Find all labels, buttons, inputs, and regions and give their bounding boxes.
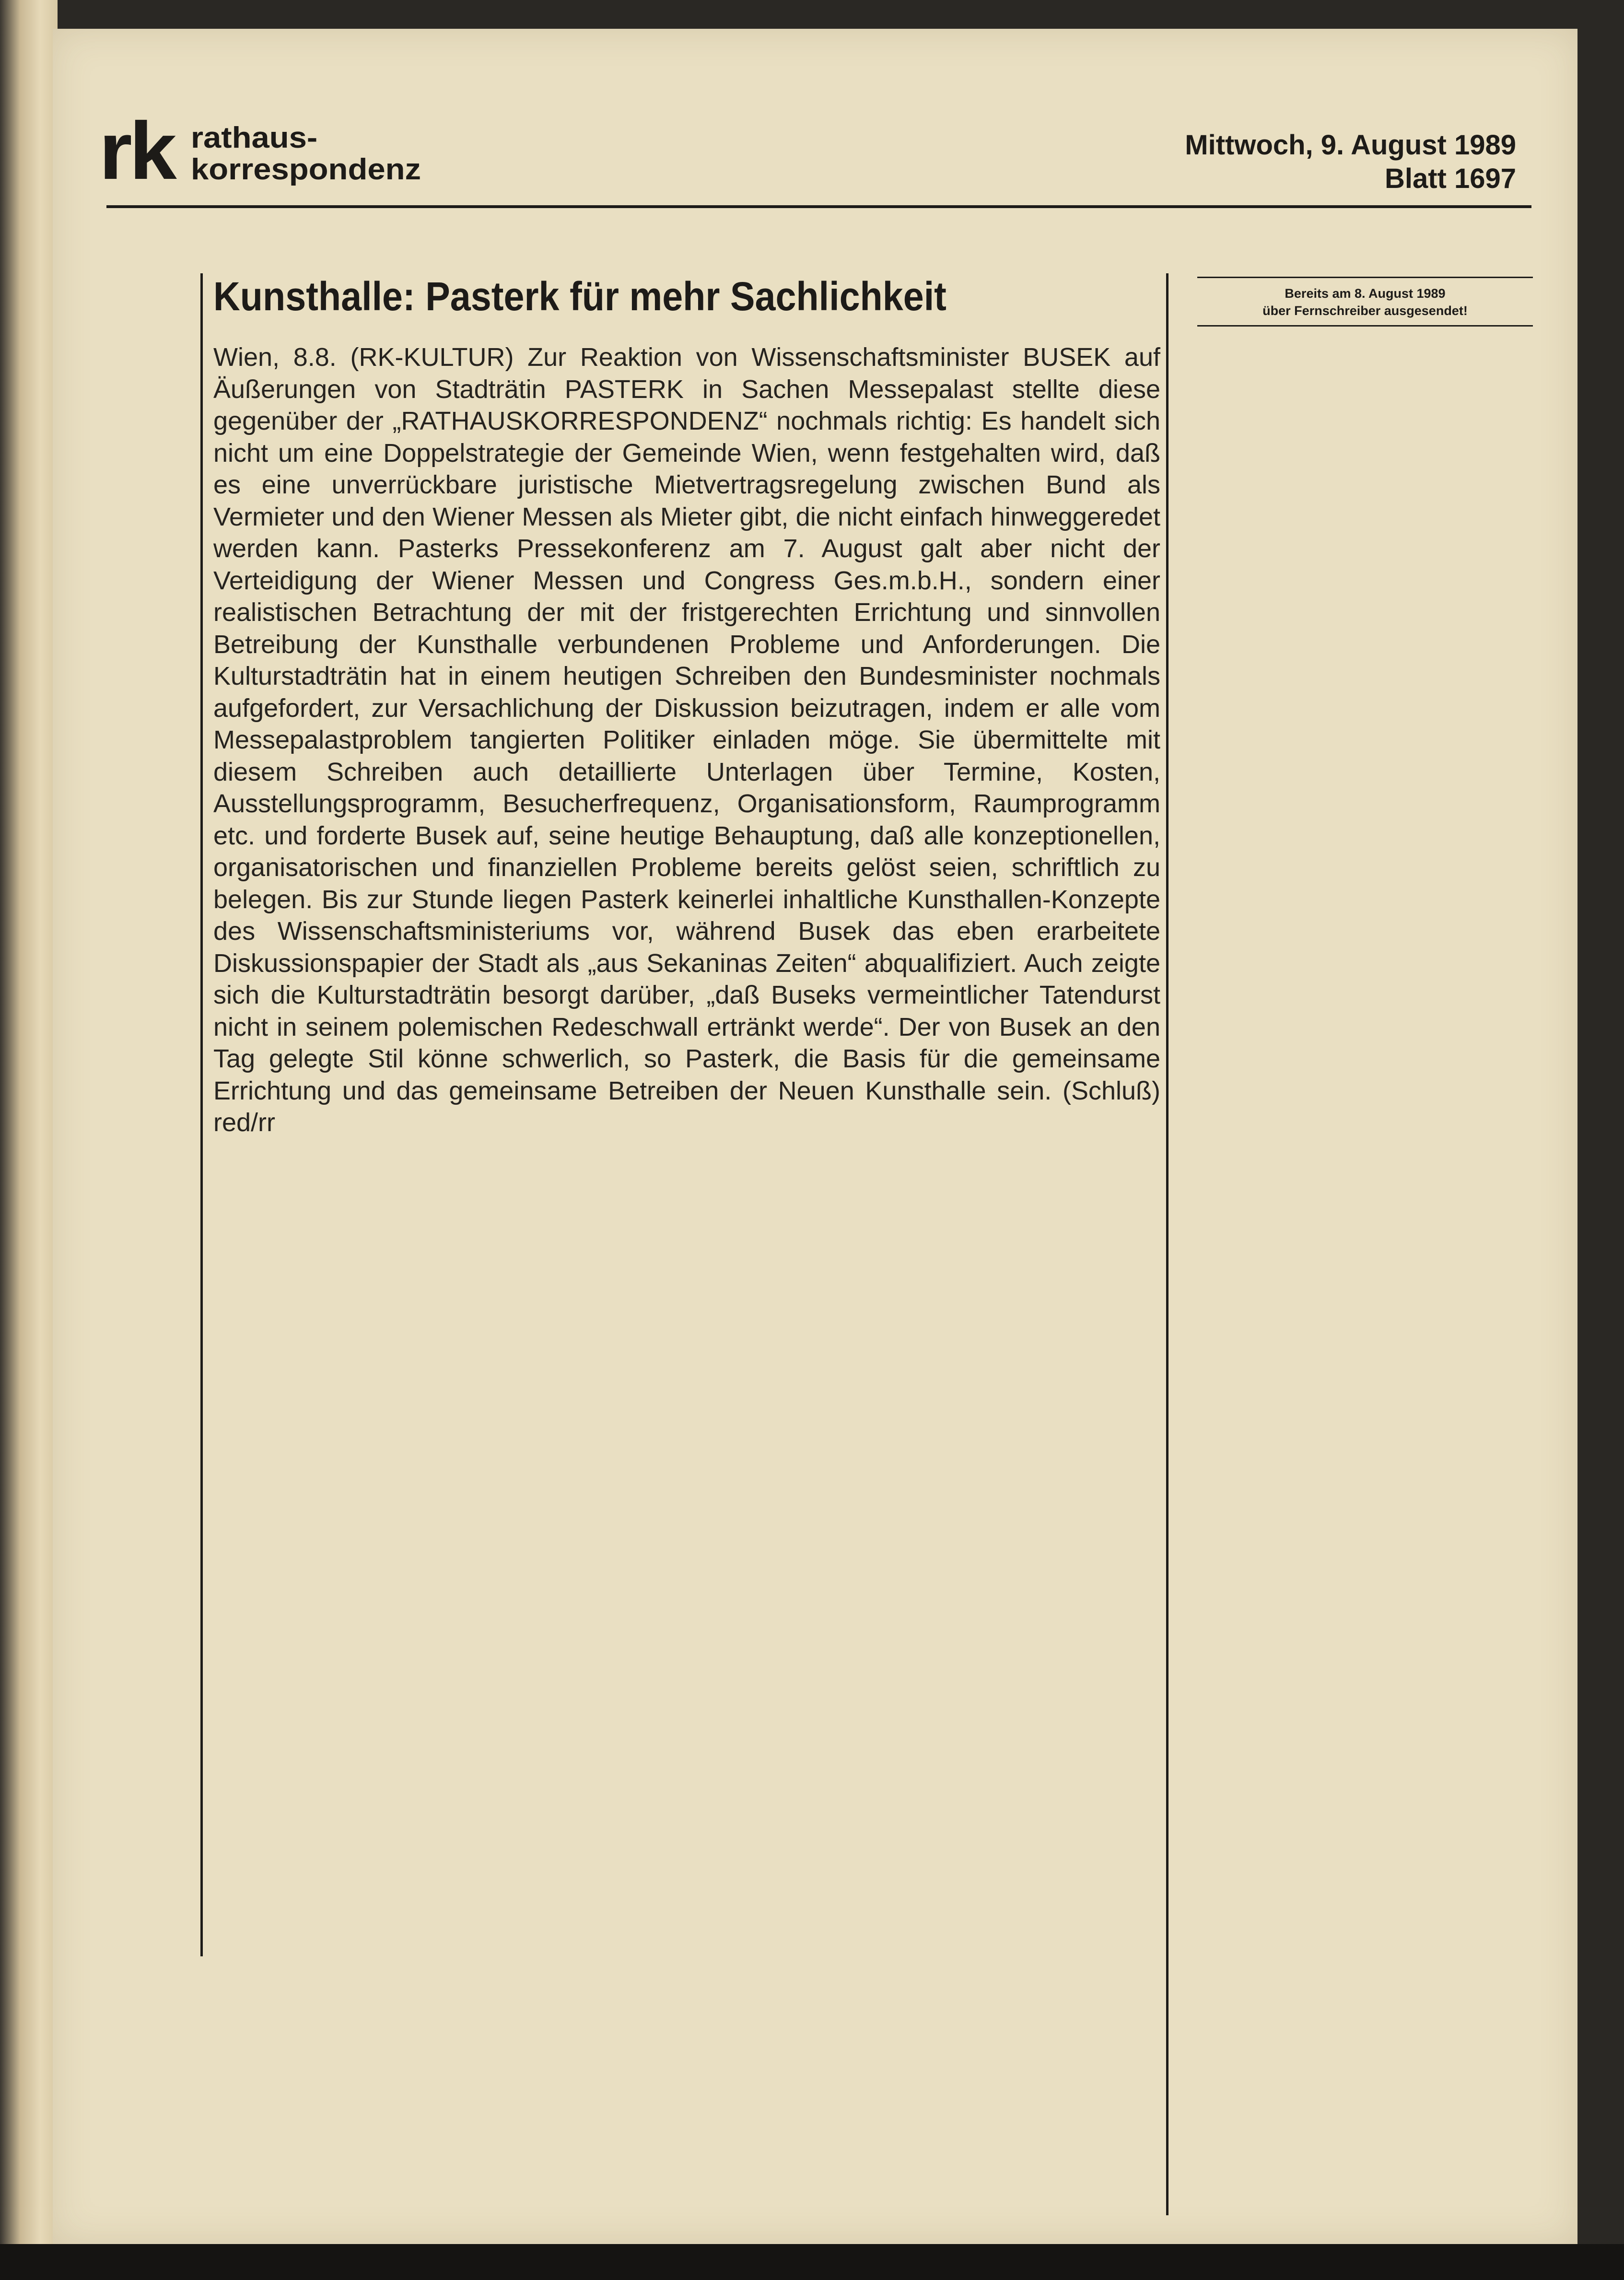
sheet-number: Blatt 1697 bbox=[1384, 163, 1516, 194]
issue-date: Mittwoch, 9. August 1989 bbox=[1185, 129, 1516, 161]
logo-rk: rk bbox=[99, 105, 174, 197]
header-divider bbox=[106, 205, 1531, 208]
scan-bottom-edge bbox=[0, 2244, 1624, 2280]
article-body bbox=[213, 341, 1160, 1139]
transmission-note-line-2: über Fernschreiber ausgesendet! bbox=[1262, 304, 1468, 318]
transmission-note bbox=[1197, 277, 1533, 327]
logo-wordmark bbox=[191, 121, 421, 186]
column-divider bbox=[1166, 273, 1168, 2215]
header-info bbox=[1185, 129, 1516, 196]
logo-line-2: korrespondenz bbox=[191, 153, 421, 186]
article-left-rule bbox=[200, 273, 203, 1956]
transmission-note-line-1: Bereits am 8. August 1989 bbox=[1285, 286, 1446, 301]
logo-line-1: rathaus- bbox=[191, 121, 318, 154]
article-paragraph: Wien, 8.8. (RK-KULTUR) Zur Reaktion von Wissenschaftsminister BUSEK auf Äußerungen von Stadträtin PASTERK in Sachen Messepalast stellte diese gegenüber der „RATHAUSKORRESPONDENZ“ nochmals richtig: Es handelt sich nicht um eine Doppelstrategie der Gemeinde Wien, wenn festgehalten wird, daß es eine unverrückbare juristische Mietvertragsregelung zwischen Bund als Vermieter und den Wiener Messen als Mieter gibt, die nicht einfach hinweggeredet werden kann. Pasterks Pressekonferenz am 7. August galt aber nicht der Verteidigung der Wiener Messen und Congress Ges.m.b.H., sondern einer realistischen Betrachtung der mit der fristgerechten Errichtung und sinnvollen Betreibung der Kunsthalle verbundenen Probleme und Anforderungen. Die Kulturstadträtin hat in einem heutigen Schreiben den Bundesminister nochmals aufgefordert, zur Versachlichung der Diskussion beizutragen, indem er alle vom Messepalastproblem tangierten Politiker einladen möge. Sie übermittelte mit diesem Schreiben auch detaillierte Unterlagen über Termine, Kosten, Ausstellungsprogramm, Besucherfrequenz, Organisationsform, Raumprogramm etc. und forderte Busek auf, seine heutige Behauptung, daß alle konzeptionellen, organisatorischen und finanziellen Probleme bereits gelöst seien, schriftlich zu belegen. Bis zur Stunde liegen Pasterk keinerlei inhaltliche Kunsthallen-Konzepte des Wissenschaftsministeriums vor, während Busek das eben erarbeitete Diskussionspapier der Stadt als „aus Sekaninas Zeiten“ abqualifiziert. Auch zeigte sich die Kulturstadträtin besorgt darüber, „daß Buseks vermeintlicher Tatendurst nicht in seinem polemischen Redeschwall ertränkt werde“. Der von Busek an den Tag gelegte Stil könne schwerlich, so Pasterk, die Basis für die gemeinsame Errichtung und das gemeinsame Betreiben der Neuen Kunsthalle sein. (Schluß) red/rr bbox=[213, 343, 1160, 1137]
article-headline: Kunsthalle: Pasterk für mehr Sachlichkeit bbox=[213, 274, 946, 319]
book-binding bbox=[0, 0, 58, 2280]
